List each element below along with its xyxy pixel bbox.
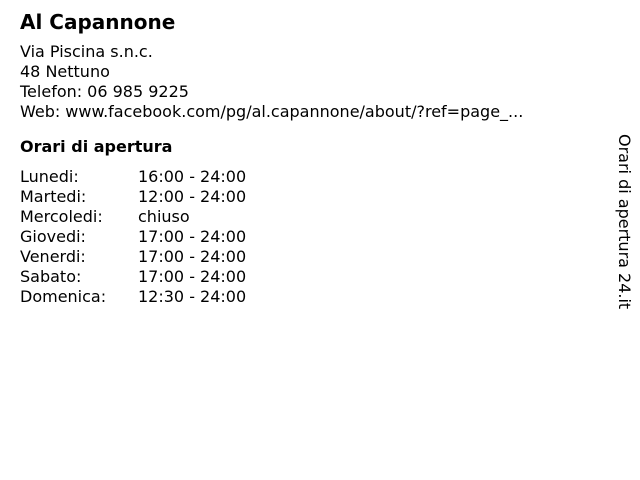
opening-hours-table (20, 167, 600, 307)
day-label: Venerdi: (20, 247, 86, 266)
day-label: Domenica: (20, 287, 107, 306)
hours-row-wednesday (20, 207, 600, 227)
hours-row-saturday (20, 267, 600, 287)
day-hours: 17:00 - 24:00 (138, 227, 247, 246)
day-hours: 12:30 - 24:00 (138, 287, 247, 306)
phone-label: Telefon: (20, 82, 83, 101)
day-label: Giovedi: (20, 227, 86, 246)
hours-row-friday (20, 247, 600, 267)
city-address: 48 Nettuno (20, 62, 110, 81)
opening-hours-heading: Orari di apertura (20, 137, 173, 156)
day-label: Mercoledi: (20, 207, 103, 226)
business-card (20, 10, 600, 307)
day-label: Martedi: (20, 187, 87, 206)
day-label: Sabato: (20, 267, 82, 286)
phone-line (20, 82, 600, 102)
hours-row-sunday (20, 287, 600, 307)
day-hours: 17:00 - 24:00 (138, 247, 247, 266)
day-label: Lunedi: (20, 167, 79, 186)
website-link[interactable]: www.facebook.com/pg/al.capannone/about/?ref=page_... (65, 102, 524, 121)
day-hours: 16:00 - 24:00 (138, 167, 247, 186)
business-name: Al Capannone (20, 10, 176, 34)
day-hours: 17:00 - 24:00 (138, 267, 247, 286)
day-hours: 12:00 - 24:00 (138, 187, 247, 206)
hours-row-thursday (20, 227, 600, 247)
hours-row-tuesday (20, 187, 600, 207)
web-line (20, 102, 600, 122)
site-watermark: Orari di apertura 24.it (615, 134, 634, 310)
phone-number[interactable]: 06 985 9225 (87, 82, 189, 101)
web-label: Web: (20, 102, 61, 121)
street-address: Via Piscina s.n.c. (20, 42, 153, 61)
hours-row-monday (20, 167, 600, 187)
day-hours: chiuso (138, 207, 190, 226)
